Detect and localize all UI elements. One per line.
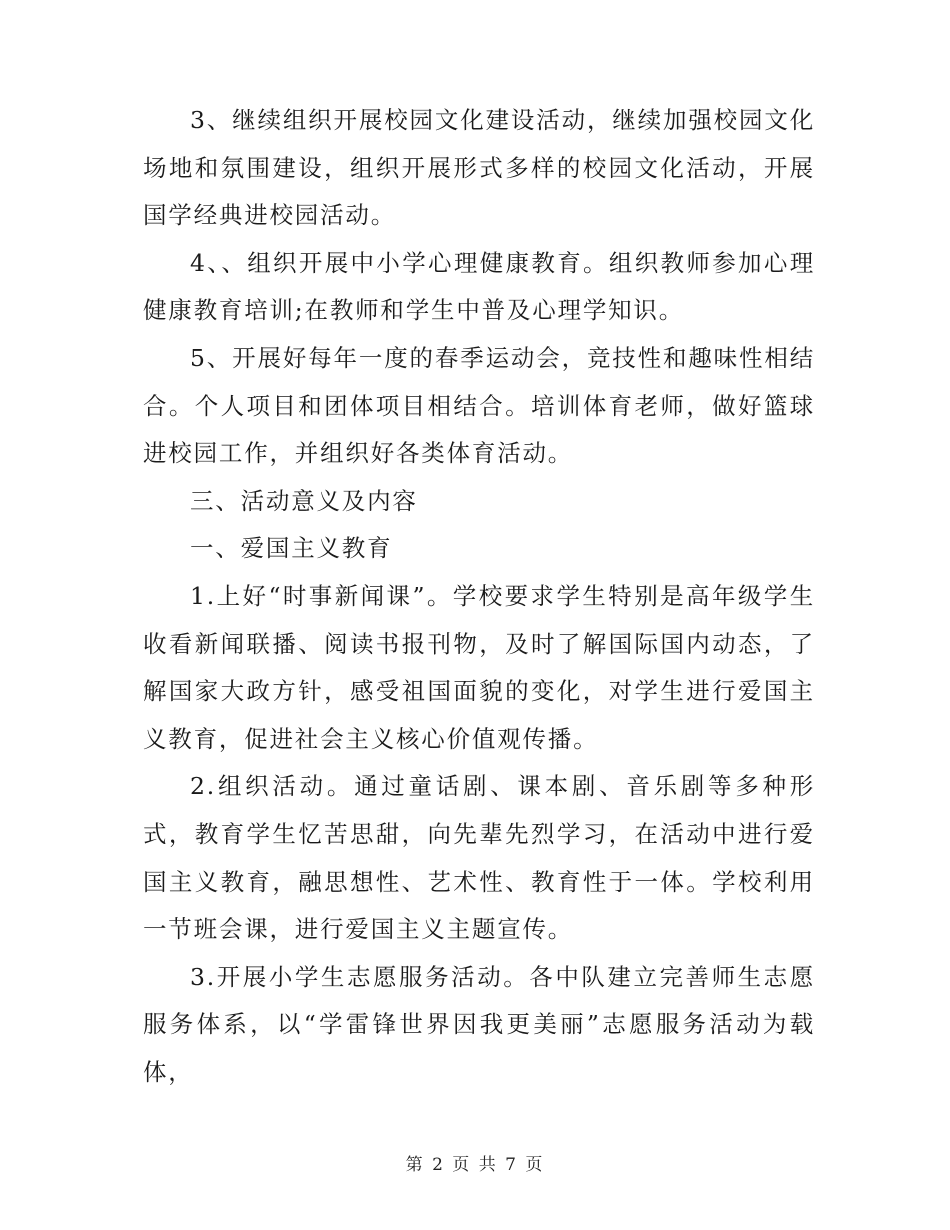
paragraph-item-3-campus-culture: 3、继续组织开展校园文化建设活动，继续加强校园文化场地和氛围建设，组织开展形式多样的校园文化活动，开展国学经典进校园活动。 xyxy=(143,106,815,230)
page-number-footer: 第 2 页 共 7 页 xyxy=(405,1155,545,1175)
section-heading-activity-meaning: 三、活动意义及内容 xyxy=(190,486,418,515)
document-body xyxy=(143,97,815,1096)
paragraph-item-4-mental-health: 4、、组织开展中小学心理健康教育。组织教师参加心理健康教育培训;在教师和学生中普及心理学知识。 xyxy=(143,248,815,325)
paragraph-organize-activities: 2.组织活动。通过童话剧、课本剧、音乐剧等多种形式，教育学生忆苦思甜，向先辈先烈学习，在活动中进行爱国主义教育，融思想性、艺术性、教育性于一体。学校利用一节班会课，进行爱国主义主题宣传。 xyxy=(143,772,815,944)
paragraph-current-news-class: 1.上好“时事新闻课”。学校要求学生特别是高年级学生收看新闻联播、阅读书报刊物，及时了解国际国内动态，了解国家大政方针，感受祖国面貌的变化，对学生进行爱国主义教育，促进社会主义核心价值观传播。 xyxy=(143,581,815,753)
subsection-heading-patriotism: 一、爱国主义教育 xyxy=(190,534,393,563)
paragraph-item-5-sports-meet: 5、开展好每年一度的春季运动会，竞技性和趣味性相结合。个人项目和团体项目相结合。培训体育老师，做好篮球进校园工作，并组织好各类体育活动。 xyxy=(143,343,815,468)
paragraph-volunteer-service: 3.开展小学生志愿服务活动。各中队建立完善师生志愿服务体系，以“学雷锋世界因我更美丽”志愿服务活动为载体， xyxy=(143,962,815,1086)
